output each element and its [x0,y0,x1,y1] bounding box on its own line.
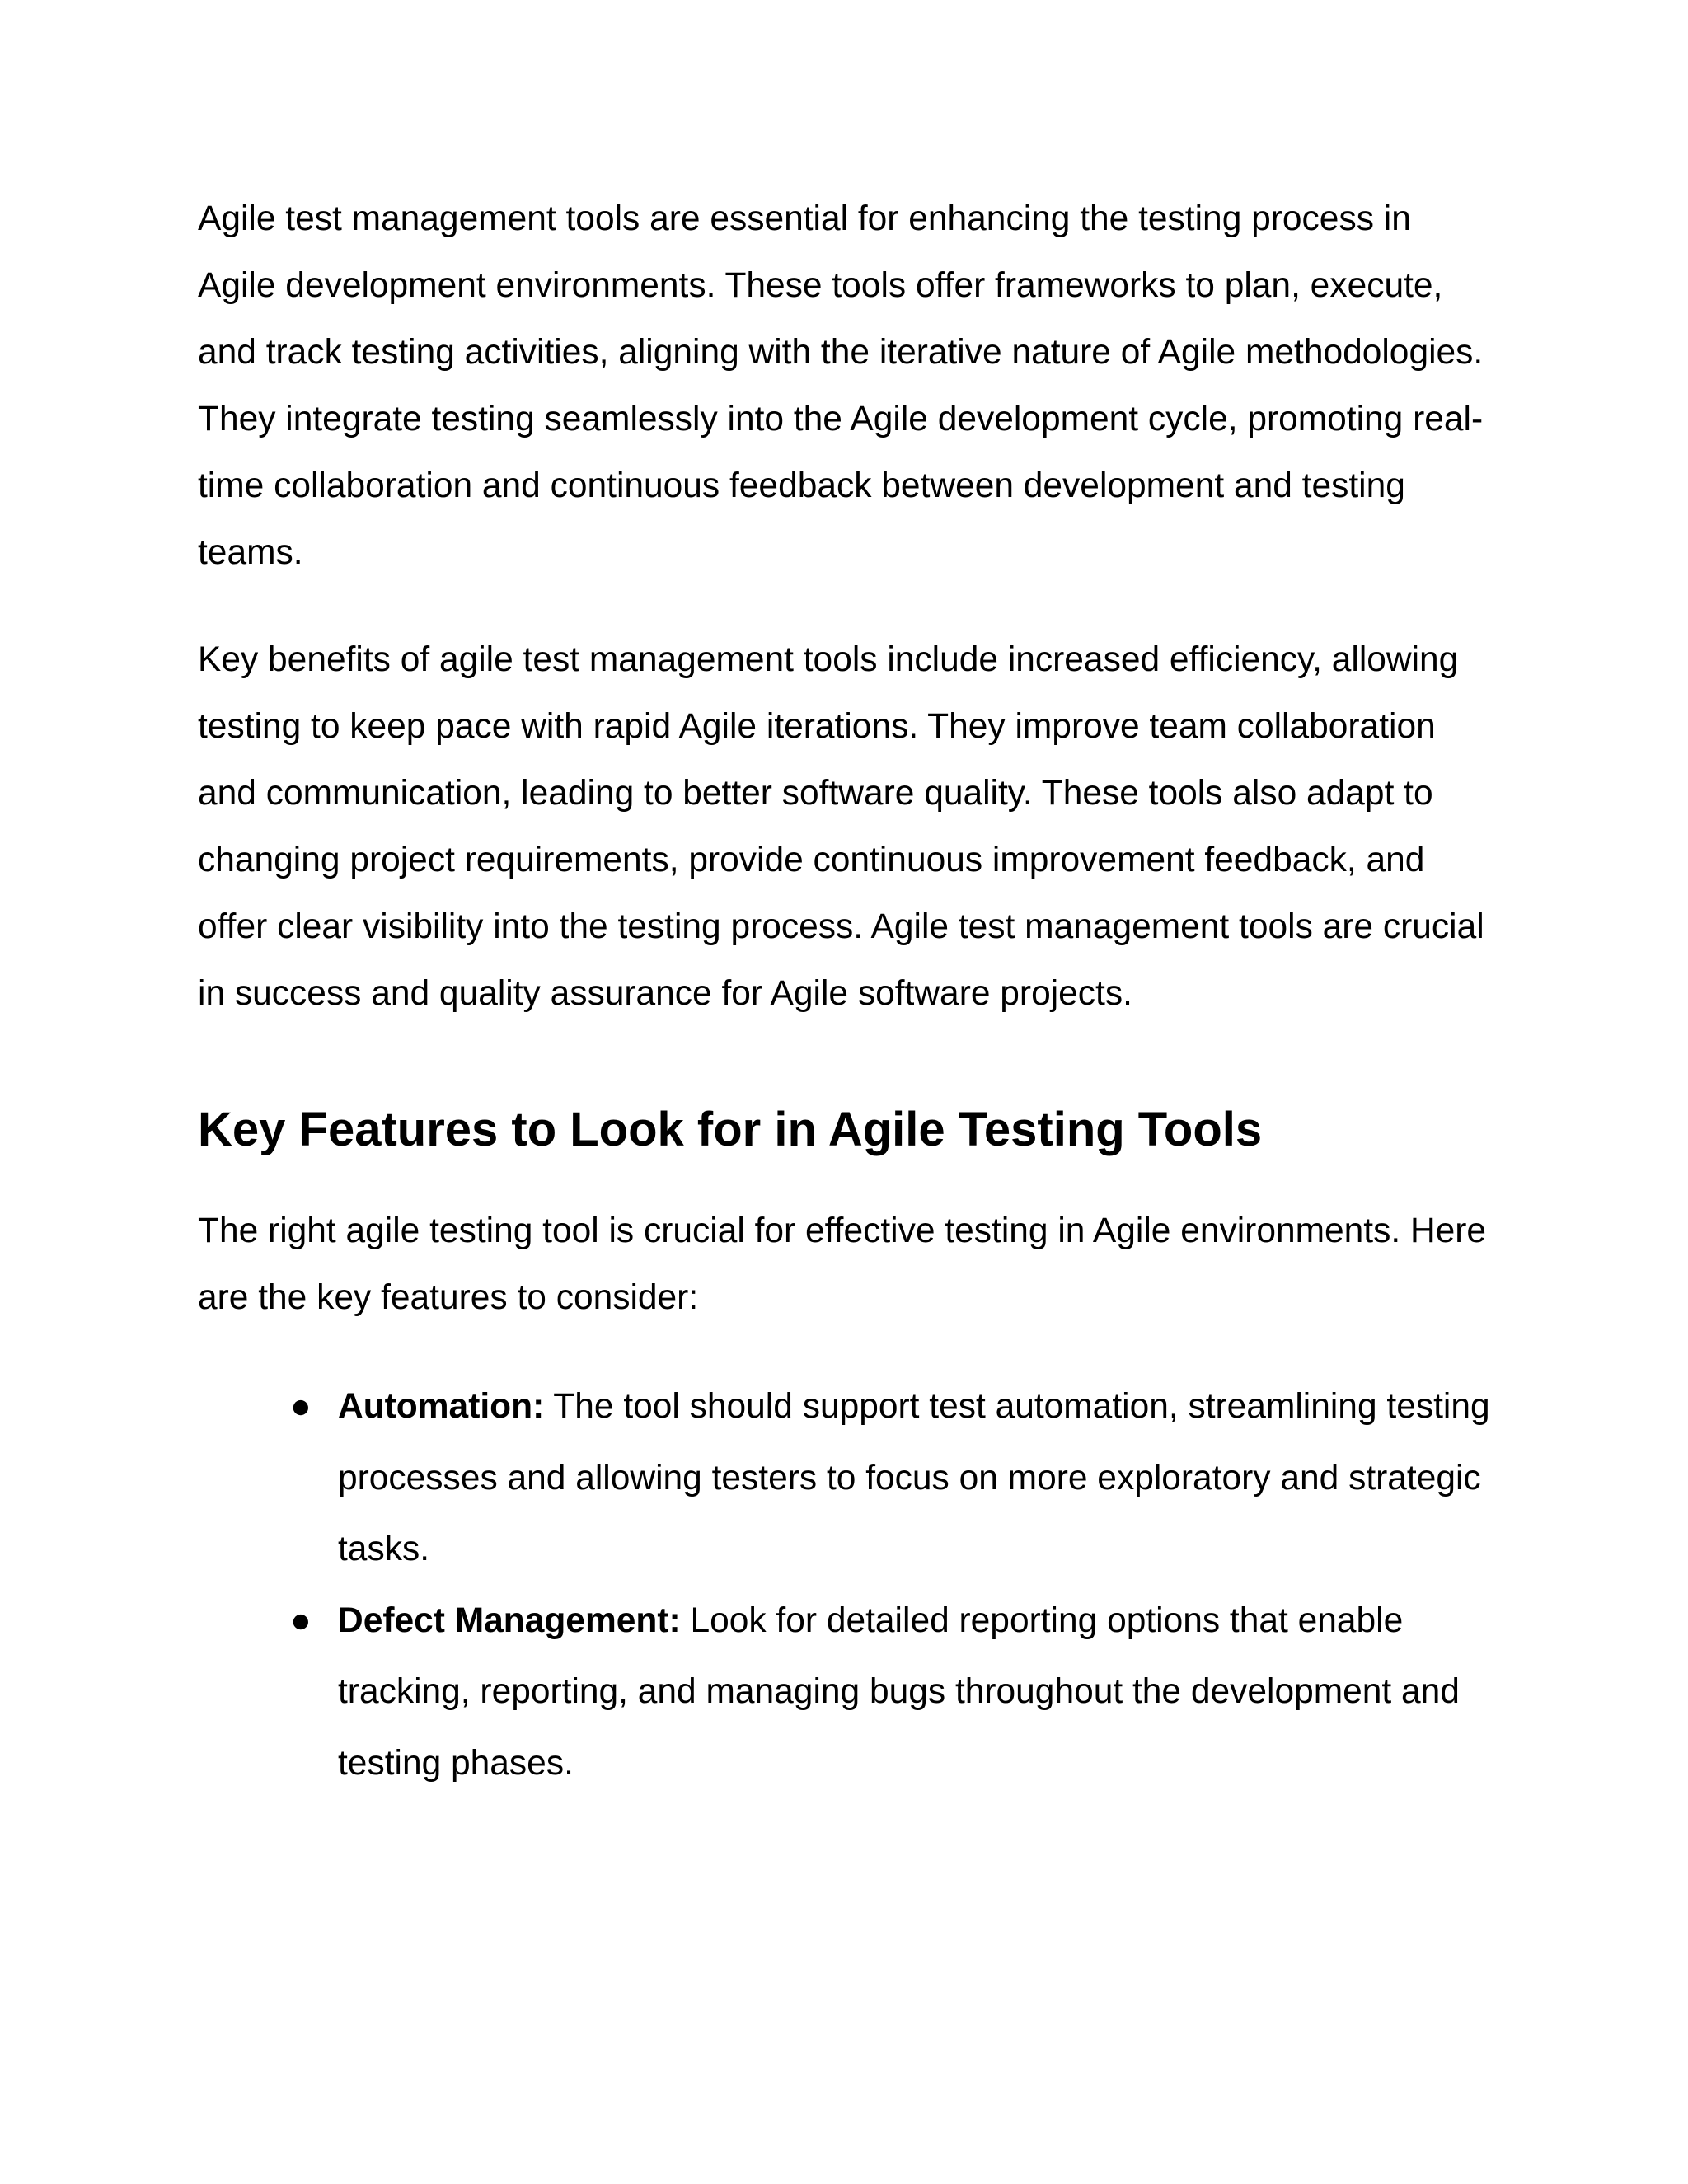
section-heading: Key Features to Look for in Agile Testing Tools [198,1103,1263,1156]
section-intro-paragraph: The right agile testing tool is crucial for effective testing in Agile environments. Here are the key features to consider: [198,1212,1487,1317]
feature-list [198,1371,1492,1799]
bullet-icon: ● [290,1601,312,1640]
bullet-icon: ● [290,1387,312,1426]
feature-description: The tool should support test automation, streamlining testing processes and allowing testers to focus on more exploratory and strategic tasks. [338,1387,1490,1568]
benefits-paragraph: Key benefits of agile test management tools include increased efficiency, allowing testing to keep pace with rapid Agile iterations. They improve team collaboration and communication, leading to better software quality. These tools also adapt to changing project requirements, provide continuous improvement feedback, and offer clear visibility into the testing process. Agile test management tools are crucial in success and quality assurance for Agile software projects. [198,640,1484,1013]
feature-term: Automation: [338,1387,545,1426]
intro-paragraph: Agile test management tools are essential for enhancing the testing process in Agile development environments. These tools offer frameworks to plan, execute, and track testing activities, aligning with the iterative nature of Agile methodologies. They integrate testing seamlessly into the Agile development cycle, promoting real-time collaboration and continuous feedback between development and testing teams. [198,199,1484,572]
list-item [198,1586,1492,1800]
feature-term: Defect Management: [338,1601,681,1640]
document-content [198,185,1492,1799]
list-item [198,1371,1492,1586]
feature-description: Look for detailed reporting options that enable tracking, reporting, and managing bugs throughout the development and testing phases. [338,1601,1460,1783]
